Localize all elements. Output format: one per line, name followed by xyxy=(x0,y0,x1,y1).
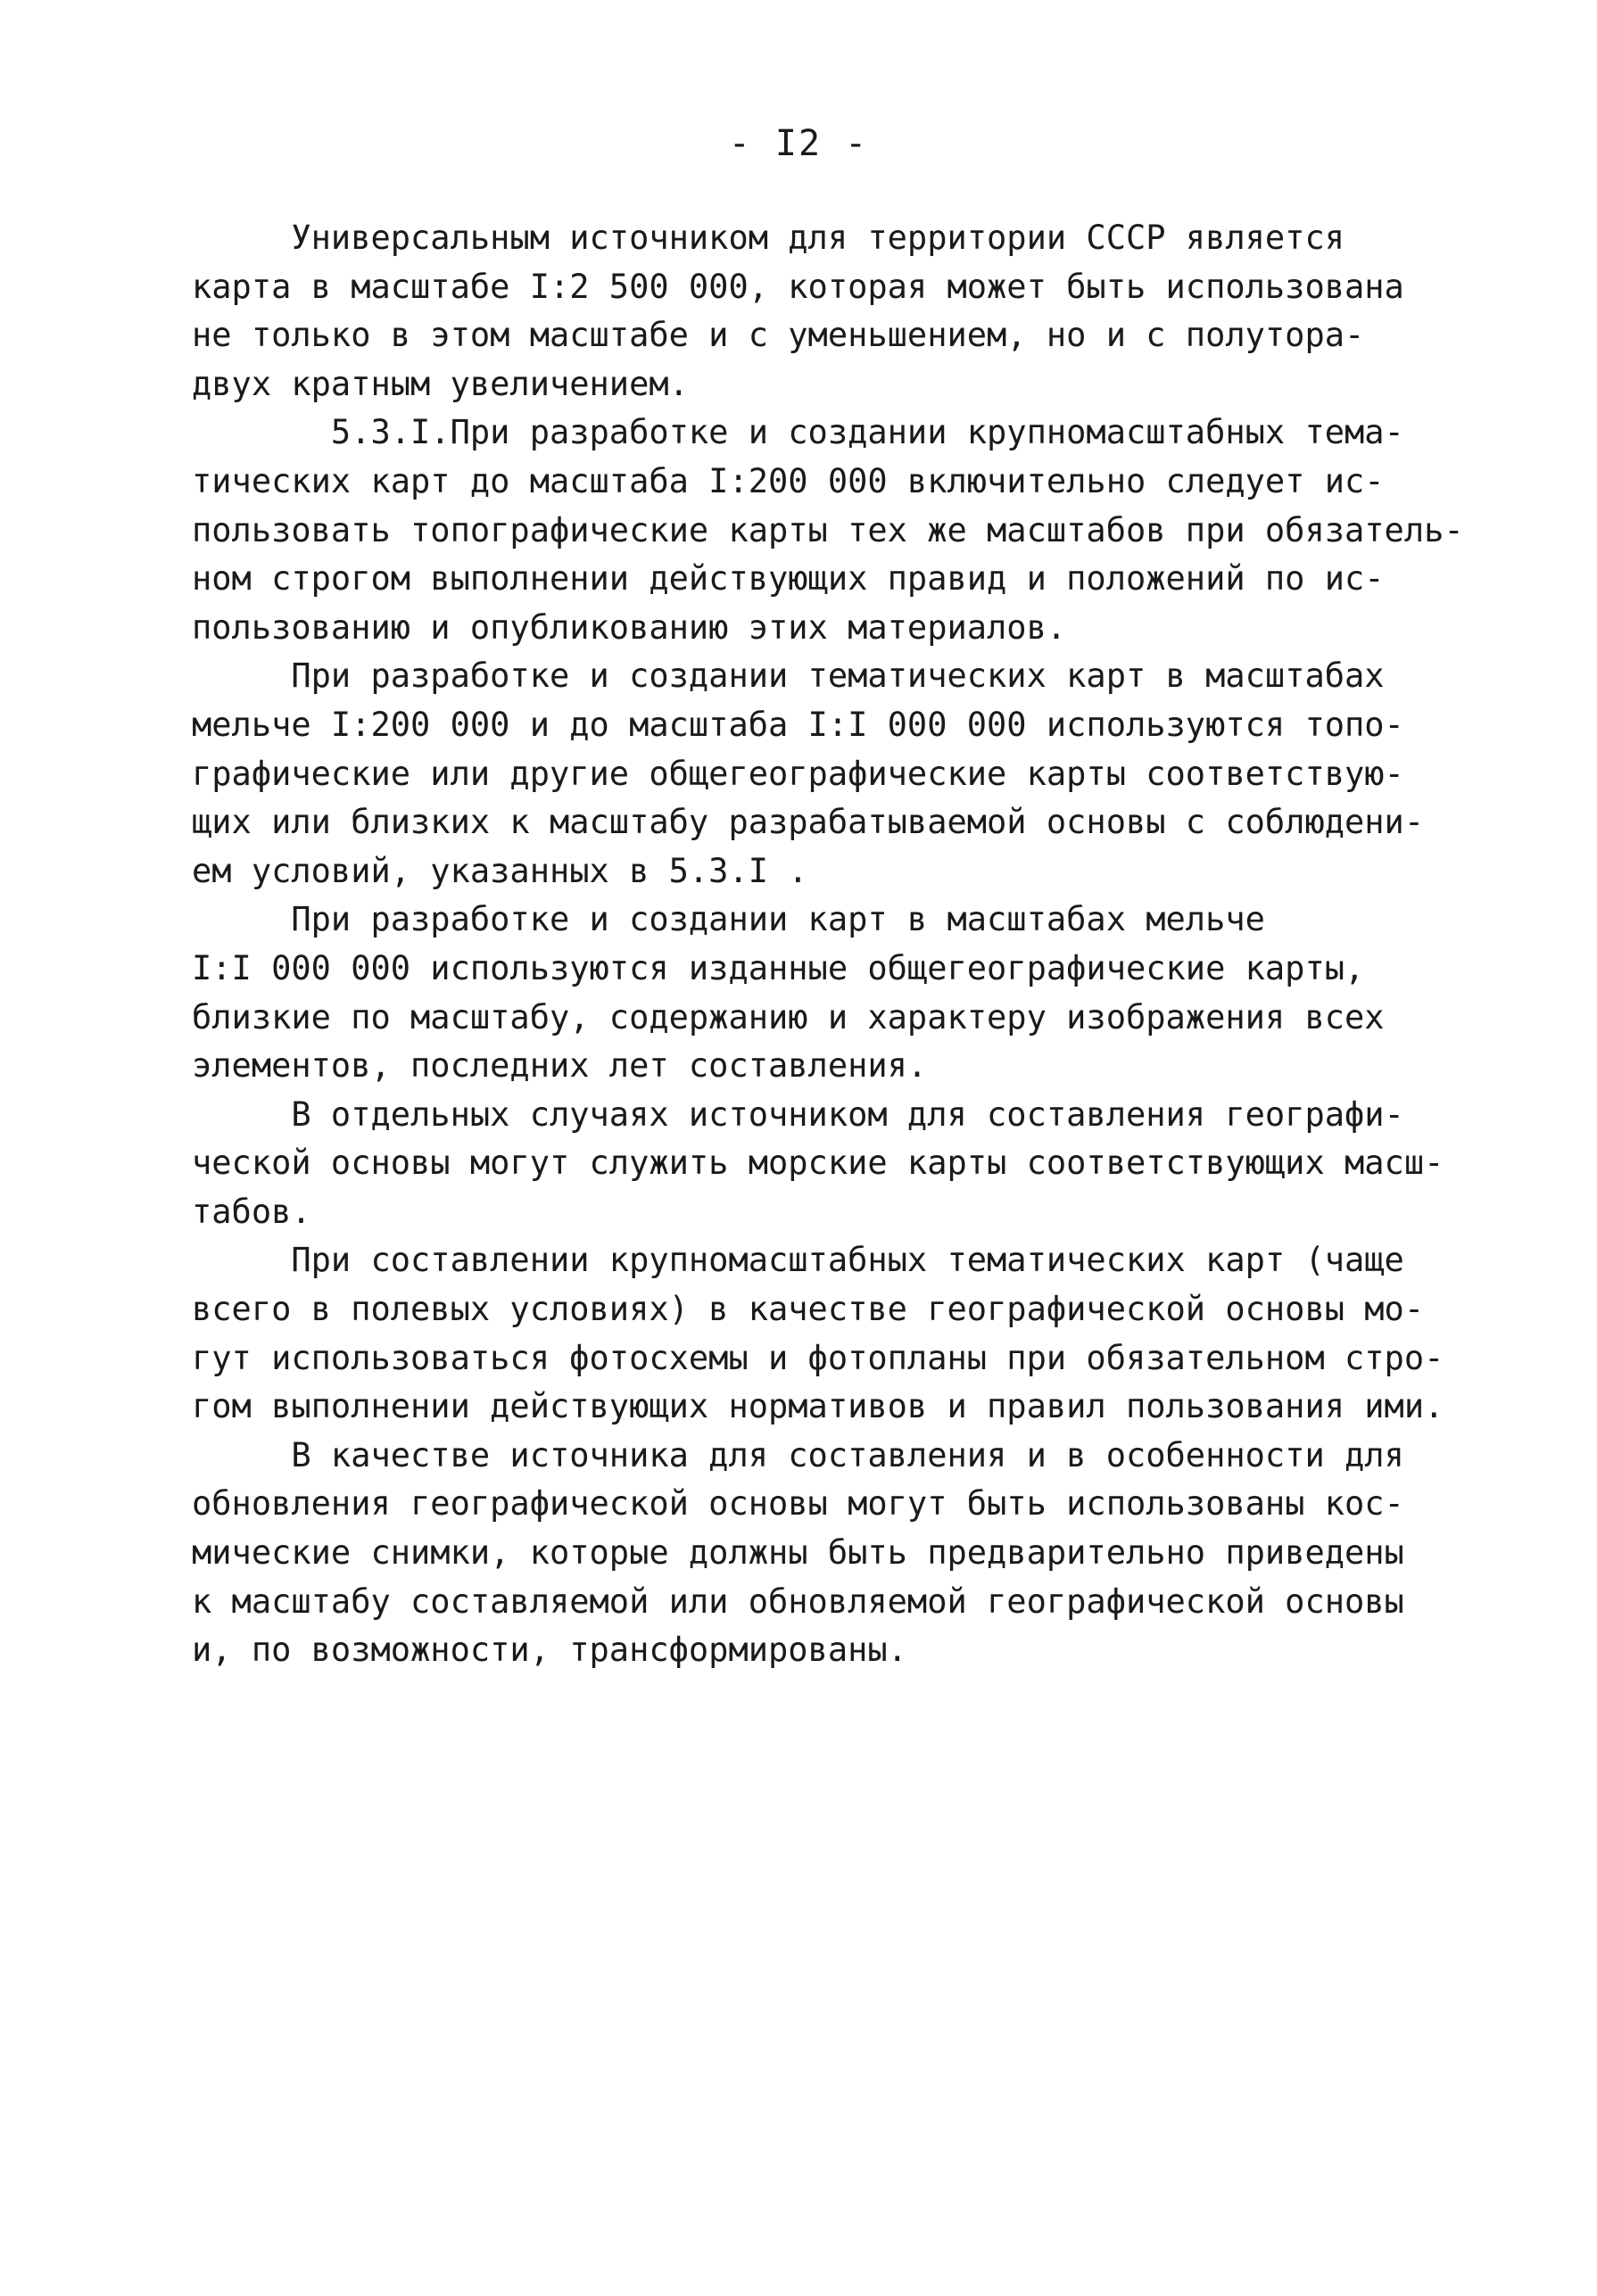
text-line: гут использоваться фотосхемы и фотопланы при обязательном стро- xyxy=(192,1338,1444,1377)
text-line: близкие по масштабу, содержанию и характеру изображения всех xyxy=(192,997,1385,1037)
text-line: не только в этом масштабе и с уменьшением, но и с полутора- xyxy=(192,316,1365,355)
text-line: мельче I:200 000 и до масштаба I:I 000 000 используются топо- xyxy=(192,705,1404,744)
text-line: табов. xyxy=(192,1192,311,1231)
text-line: Универсальным источником для территории СССР является xyxy=(192,219,1345,257)
text-line: графические или другие общегеографические карты соответствую- xyxy=(192,754,1404,793)
text-line: элементов, последних лет составления. xyxy=(192,1046,928,1086)
text-line: ем условий, указанных в 5.3.I . xyxy=(192,851,808,890)
text-line: В качестве источника для составления и в особенности для xyxy=(192,1435,1404,1474)
text-line: ческой основы могут служить морские карты соответствующих масш- xyxy=(192,1144,1444,1183)
text-line: мические снимки, которые должны быть предварительно приведены xyxy=(192,1533,1404,1573)
text-line: обновления географической основы могут быть использованы кос- xyxy=(192,1484,1404,1524)
text-line: щих или близких к масштабу разрабатываемой основы с соблюдени- xyxy=(192,803,1425,842)
text-line: В отдельных случаях источником для составления географи- xyxy=(192,1094,1404,1134)
text-line: ном строгом выполнении действующих правид и положений по ис- xyxy=(192,559,1385,599)
text-line: пользованию и опубликованию этих материалов. xyxy=(192,607,1067,647)
text-line: карта в масштабе I:2 500 000, которая может быть использована xyxy=(192,267,1404,306)
text-line: пользовать топографические карты тех же масштабов при обязатель- xyxy=(192,510,1464,549)
text-line: и, по возможности, трансформированы. xyxy=(192,1631,907,1670)
text-line: гом выполнении действующих нормативов и правил пользования ими. xyxy=(192,1387,1444,1426)
text-line: При разработке и создании карт в масштабах мельче xyxy=(192,900,1265,939)
document-body xyxy=(192,214,1464,1675)
text-line: 5.3.I.При разработке и создании крупномасштабных тема- xyxy=(192,413,1404,452)
text-line: всего в полевых условиях) в качестве географической основы мо- xyxy=(192,1290,1425,1329)
text-line: двух кратным увеличением. xyxy=(192,364,689,403)
text-line: I:I 000 000 используются изданные общегеографические карты, xyxy=(192,948,1365,987)
text-line: к масштабу составляемой или обновляемой географической основы xyxy=(192,1582,1404,1621)
text-line: При разработке и создании тематических карт в масштабах xyxy=(192,657,1385,696)
text-line: тических карт до масштаба I:200 000 включительно следует ис- xyxy=(192,461,1385,500)
page-number: - I2 - xyxy=(728,123,869,164)
text-line: При составлении крупномасштабных тематических карт (чаще xyxy=(192,1241,1404,1280)
